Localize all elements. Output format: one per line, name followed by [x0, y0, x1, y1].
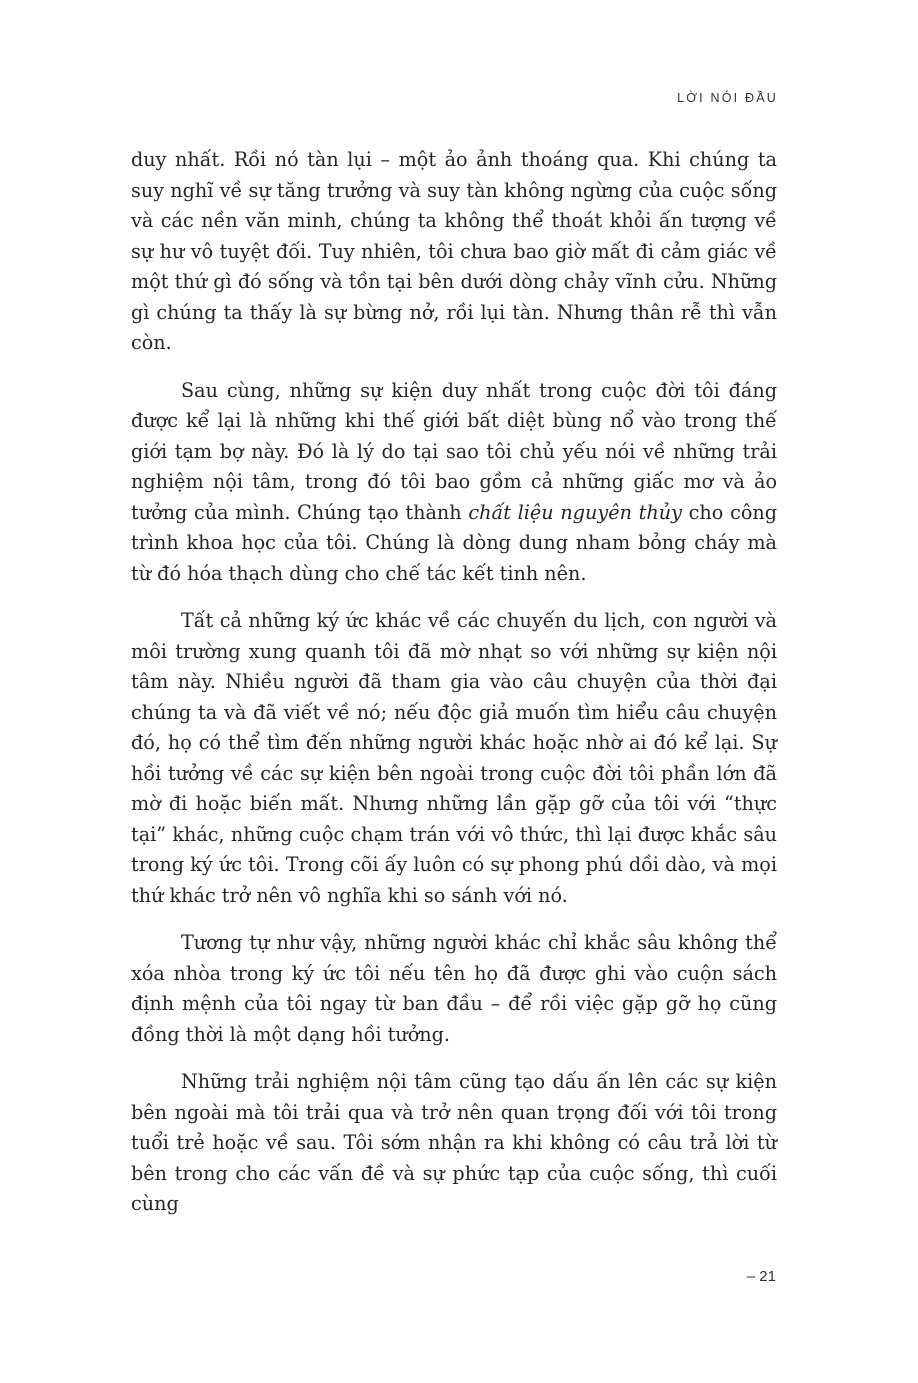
paragraph-3: Tất cả những ký ức khác về các chuyến du lịch, con người và môi trường xung quanh tôi đã mờ nhạt so với những sự kiện nội tâm này. Nhiều người đã tham gia vào câu chuyện của thời đại chúng ta và đã viết về nó; nếu độc giả muốn tìm hiểu câu chuyện đó, họ có thể tìm đến những người khác hoặc nhờ ai đó kể lại. Sự hồi tưởng về các sự kiện bên ngoài trong cuộc đời tôi phần lớn đã mờ đi hoặc biến mất. Nhưng những lần gặp gỡ của tôi với “thực tại” khác, những cuộc chạm trán với vô thức, thì lại được khắc sâu trong ký ức tôi. Trong cõi ấy luôn có sự phong phú dồi dào, và mọi thứ khác trở nên vô nghĩa khi so sánh với nó.: [131, 609, 777, 907]
paragraph-2: [131, 376, 777, 590]
body-text: [131, 145, 777, 1237]
italic-phrase: chất liệu nguyên thủy: [468, 500, 682, 524]
paragraph-2-text-start: Sau cùng, những sự kiện duy nhất trong cuộc đời tôi đáng được kể lại là những khi thế giới bất diệt bùng nổ vào trong thế giới tạm bợ này. Đó là lý do tại sao tôi chủ yếu nói về những trải nghiệm nội tâm, trong đó tôi bao gồm cả những giấc mơ và ảo tưởng của mình. Chúng tạo thành: [131, 378, 777, 524]
paragraph-2-text-end: cho công trình khoa học của tôi. Chúng là dòng dung nham bỏng cháy mà từ đó hóa thạch dùng cho chế tác kết tinh nên.: [131, 500, 778, 585]
running-header: LỜI NÓI ĐẦU: [677, 91, 778, 105]
paragraph-1: duy nhất. Rồi nó tàn lụi – một ảo ảnh thoáng qua. Khi chúng ta suy nghĩ về sự tăng trưởng và suy tàn không ngừng của cuộc sống và các nền văn minh, chúng ta không thể thoát khỏi ấn tượng về sự hư vô tuyệt đối. Tuy nhiên, tôi chưa bao giờ mất đi cảm giác về một thứ gì đó sống và tồn tại bên dưới dòng chảy vĩnh cửu. Những gì chúng ta thấy là sự bừng nở, rồi lụi tàn. Nhưng thân rễ thì vẫn còn.: [131, 148, 777, 354]
paragraph-5: Những trải nghiệm nội tâm cũng tạo dấu ấn lên các sự kiện bên ngoài mà tôi trải qua và trở nên quan trọng đối với tôi trong tuổi trẻ hoặc về sau. Tôi sớm nhận ra khi không có câu trả lời từ bên trong cho các vấn đề và sự phức tạp của cuộc sống, thì cuối cùng: [131, 1070, 777, 1215]
paragraph-4: Tương tự như vậy, những người khác chỉ khắc sâu không thể xóa nhòa trong ký ức tôi nếu tên họ đã được ghi vào cuộn sách định mệnh của tôi ngay từ ban đầu – để rồi việc gặp gỡ họ cũng đồng thời là một dạng hồi tưởng.: [131, 931, 777, 1046]
page-number: – 21: [746, 1268, 776, 1285]
